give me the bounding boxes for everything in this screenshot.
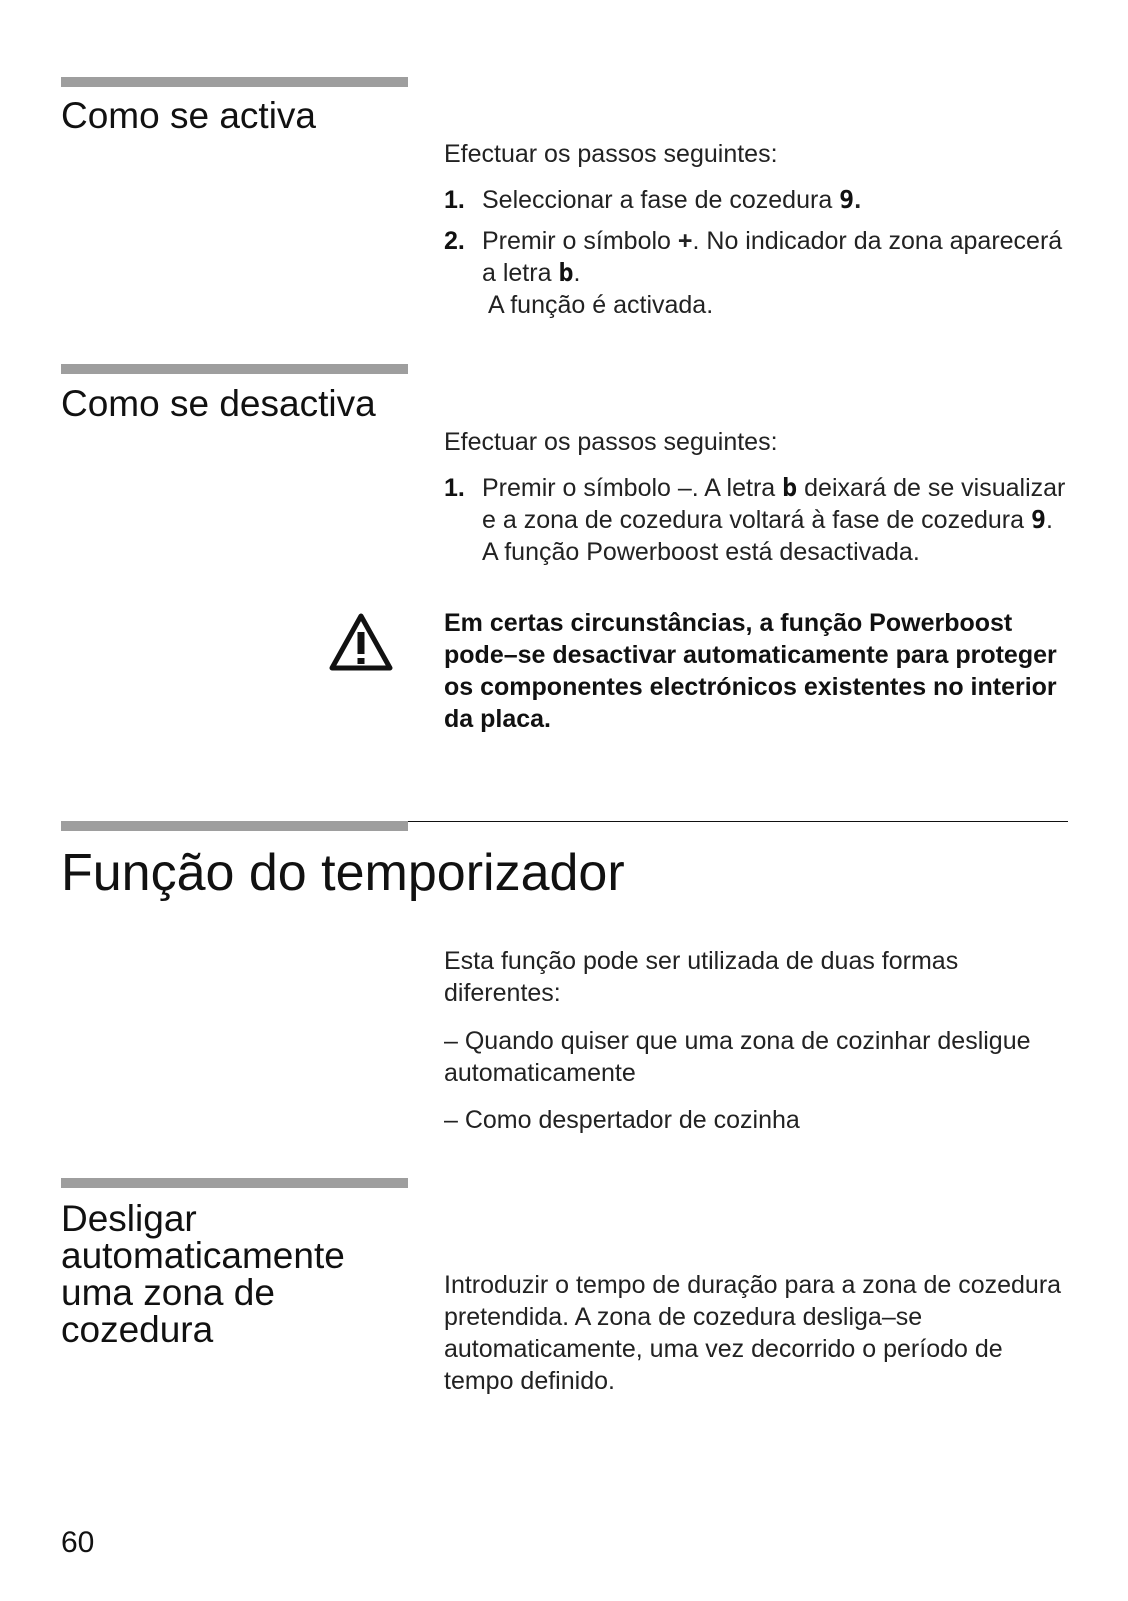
section-divider-bar [61,1178,408,1188]
timer-option-2: – Como despertador de cozinha [444,1106,800,1134]
warning-message: Em certas circunstâncias, a função Powerboost pode–se desactivar automaticamente para proteger os componentes electrónicos existentes no interior da placa. [444,609,1057,733]
step-text: Premir o símbolo –. A letra b deixará de se visualizar e a zona de cozedura voltará à fase de cozedura 9. A função Powerboost está desactivada. [482,473,1066,566]
step-result: A função Powerboost está desactivada. [482,538,920,566]
step-number: 1. [444,186,465,214]
step-result: A função é activada. [488,291,714,319]
display-symbol-9: 9 [1030,505,1047,534]
step-text: Seleccionar a fase de cozedura 9. [482,185,862,214]
chapter-title: Função do temporizador [61,844,625,902]
page-number: 60 [61,1526,95,1559]
display-symbol-b: b [558,258,574,287]
step-number: 2. [444,227,465,255]
section-divider-bar [61,77,408,87]
deactivate-step-1 [444,472,1084,602]
chapter-divider-rule [408,821,1068,822]
warning-triangle-icon [329,612,393,672]
step-number: 1. [444,474,465,502]
auto-off-text: Introduzir o tempo de duração para a zona de cozedura pretendida. A zona de cozedura desliga–se automaticamente, uma vez decorrido o período de tempo definido. [444,1271,1062,1395]
display-symbol-b: b [782,473,798,502]
section-divider-bar [61,364,408,374]
plus-symbol: + [677,227,693,255]
heading-como-se-activa: Como se activa [61,95,316,136]
display-symbol-9: 9 [839,185,855,214]
heading-desligar-automaticamente: Desligar automaticamente uma zona de cozedura [61,1198,345,1350]
heading-como-se-desactiva: Como se desactiva [61,383,376,424]
chapter-divider-bar [61,821,408,831]
activate-intro: Efectuar os passos seguintes: [444,140,778,168]
deactivate-intro: Efectuar os passos seguintes: [444,428,778,456]
activate-step-2 [444,225,1084,325]
timer-option-1: – Quando quiser que uma zona de cozinhar desligue automaticamente [444,1027,1031,1087]
timer-intro: Esta função pode ser utilizada de duas formas diferentes: [444,947,959,1007]
step-text: Premir o símbolo +. No indicador da zona aparecerá a letra b. A função é activada. [482,227,1063,319]
